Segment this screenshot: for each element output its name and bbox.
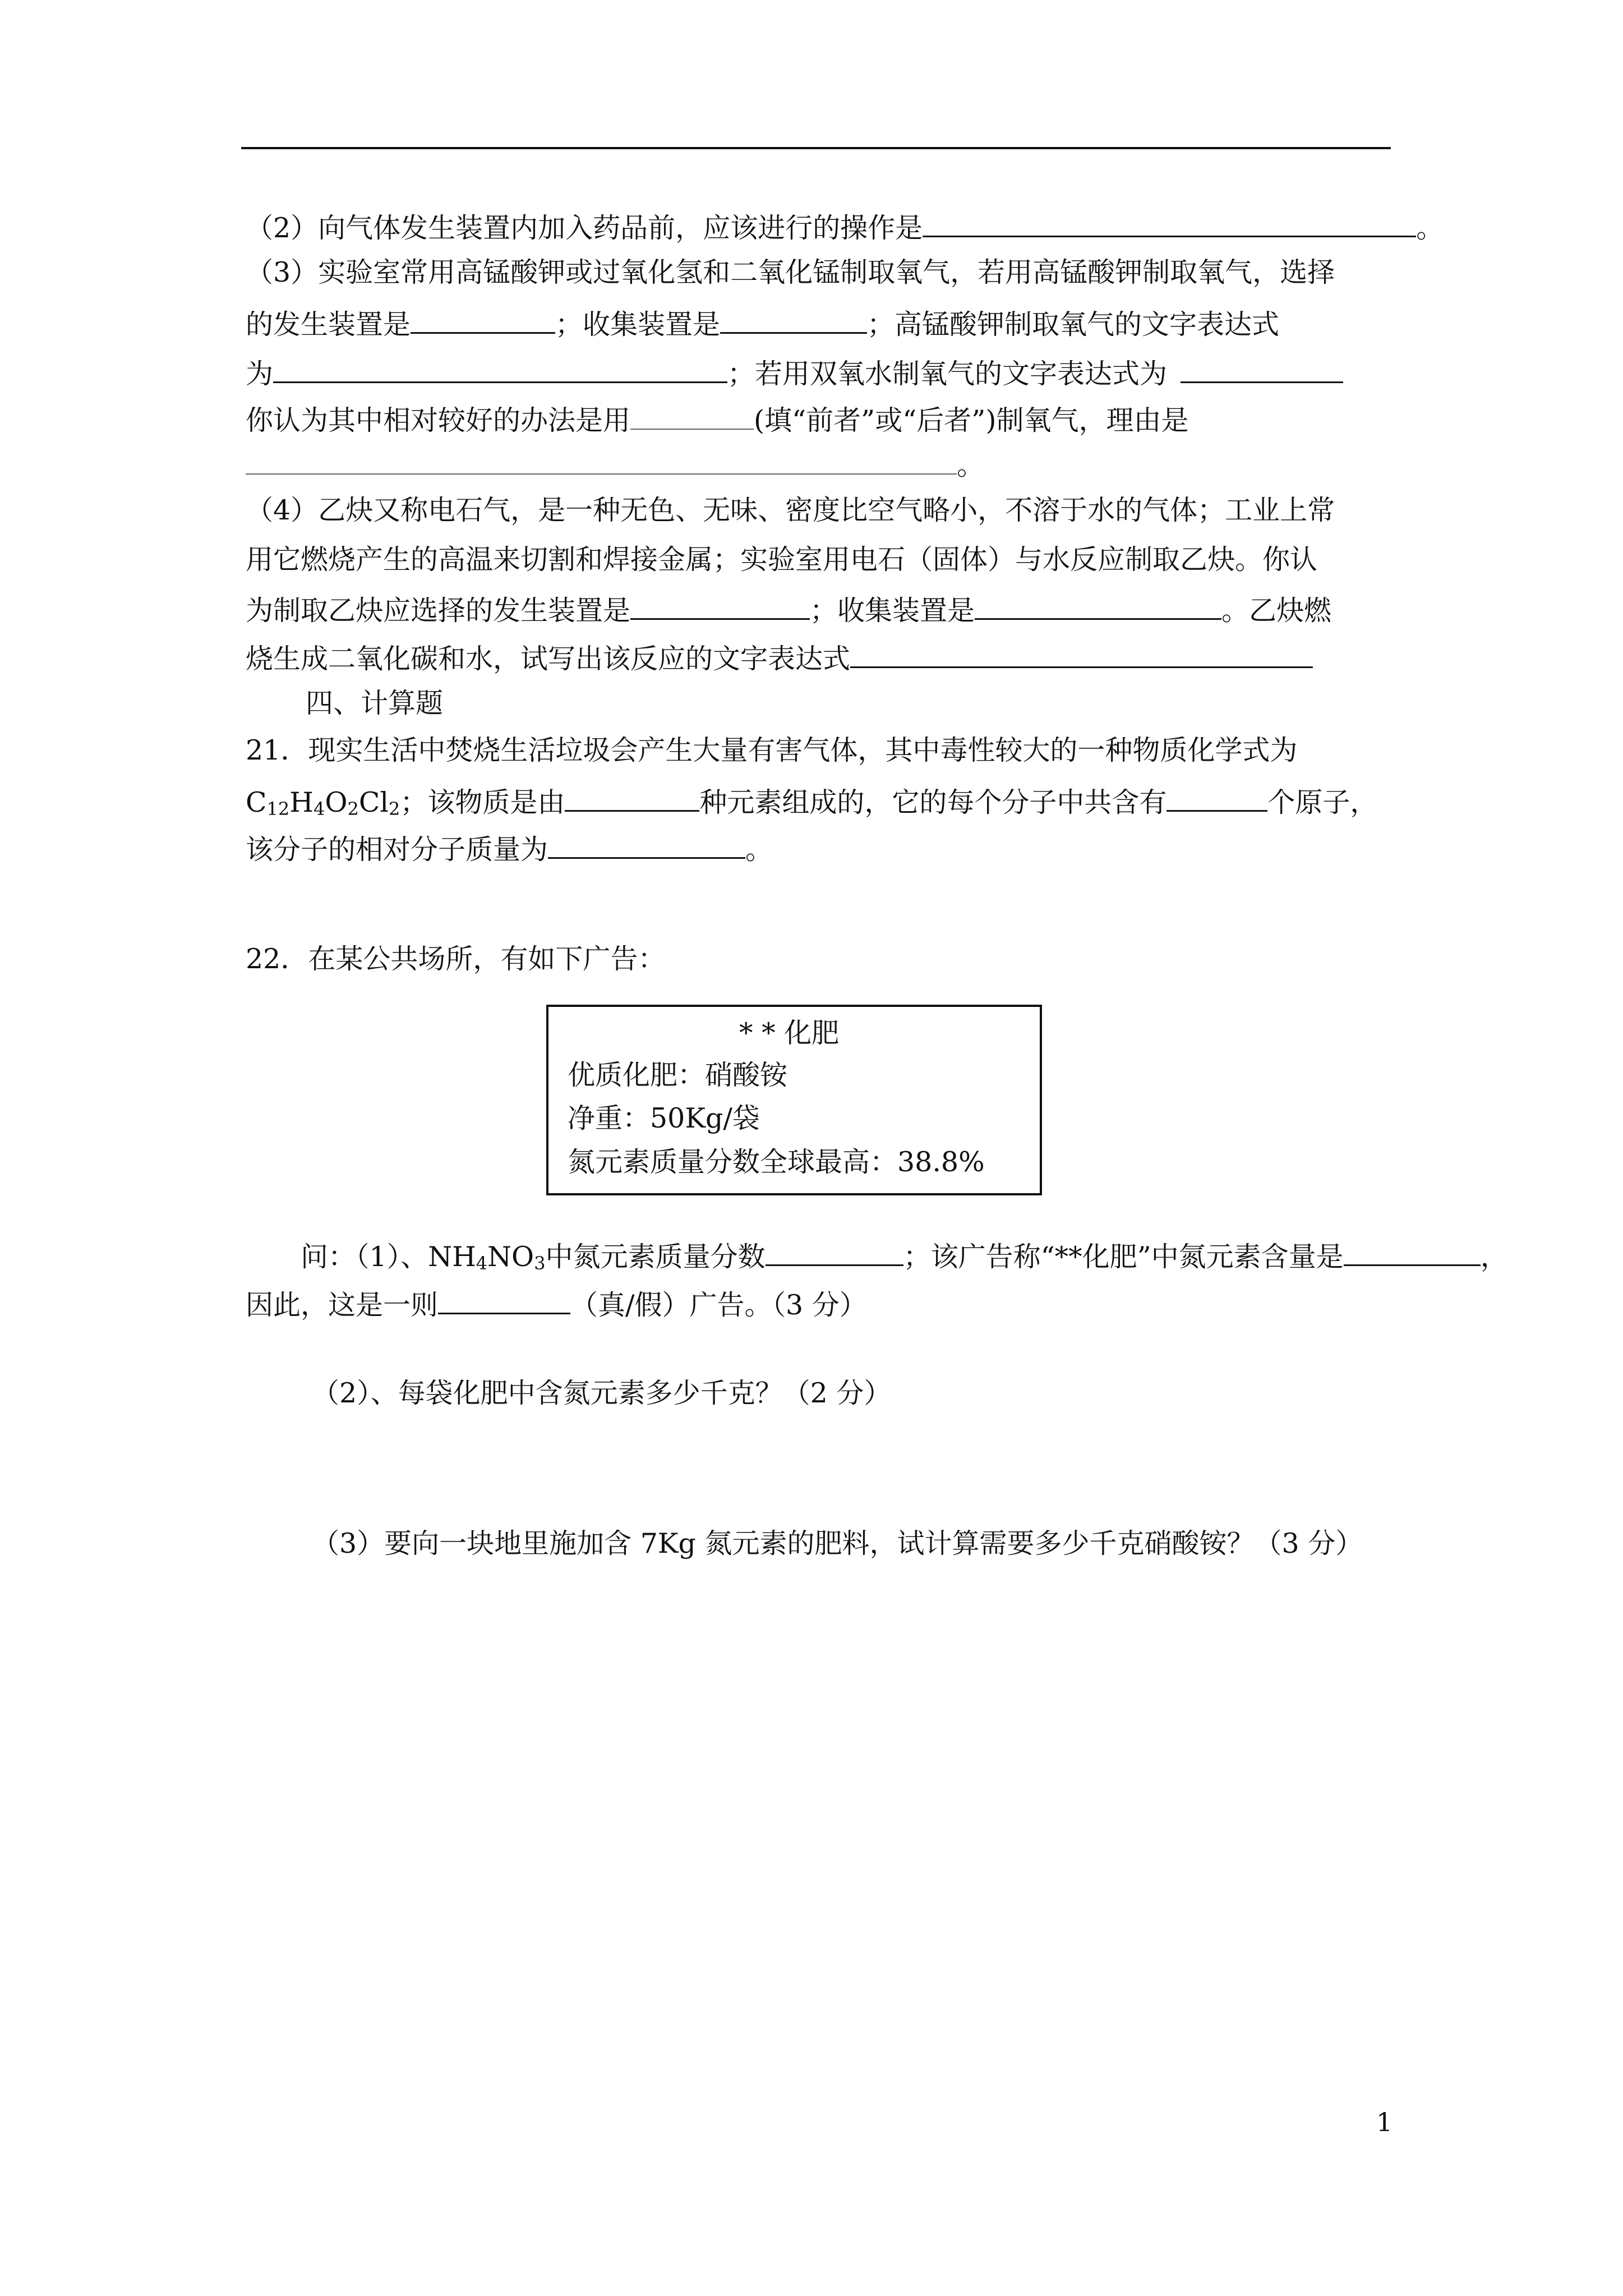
q21-line1: 21．现实生活中焚烧生活垃圾会产生大量有害气体，其中毒性较大的一种物质化学式为 [246,734,1298,766]
q22-intro: 22．在某公共场所，有如下广告： [246,943,666,975]
q22-part2: （2）、每袋化肥中含氮元素多少千克？（2 分） [312,1377,892,1409]
advertisement-box [546,1005,1042,1195]
q20-part4-line1: （4）乙炔又称电石气，是一种无色、无味、密度比空气略小，不溶于水的气体；工业上常 [246,494,1335,526]
answer-blank[interactable] [766,1237,903,1266]
q22-part3: （3）要向一块地里施加含 7Kg 氮元素的肥料，试计算需要多少千克硝酸铵？（3 分） [312,1527,1363,1559]
answer-blank[interactable] [246,447,957,475]
q20-part3-line2: 的发生装置是 ；收集装置是 ；高锰酸钾制取氧气的文字表达式 [246,305,1279,342]
q20-part3-line1: （3）实验室常用高锰酸钾或过氧化氢和二氧化锰制取氧气，若用高锰酸钾制取氧气，选择 [246,256,1335,288]
answer-blank[interactable] [630,591,810,620]
answer-blank[interactable] [630,402,754,430]
answer-blank[interactable] [565,783,699,812]
answer-blank[interactable] [411,305,555,334]
answer-blank[interactable] [273,355,727,383]
q22-part1-line2: 因此，这是一则 （真/假）广告。（3 分） [246,1286,867,1322]
chemical-formula: $NH_4NO_3$ [428,1241,546,1274]
q20-part4-line4: 烧生成二氧化碳和水，试写出该反应的文字表达式 [246,639,1313,676]
answer-blank[interactable] [1166,783,1267,812]
answer-blank[interactable] [548,830,745,859]
ad-line: 优质化肥：硝酸铵 [568,1059,788,1091]
header-rule [241,147,1391,149]
ad-title: * * 化肥 [739,1017,840,1049]
page-number: 1 [1376,2107,1393,2137]
q20-part4-line2: 用它燃烧产生的高温来切割和焊接金属；实验室用电石（固体）与水反应制取乙炔。你认 [246,544,1318,576]
q20-part2: （2）向气体发生装置内加入药品前，应该进行的操作是 。 [246,209,1444,245]
q22-part1-line1: 问：（1）、$NH_4NO_3$中氮元素质量分数 ；该广告称“**化肥”中氮元素含量是 ， [301,1237,1508,1274]
section-heading: 四、计算题 [306,687,444,719]
answer-blank[interactable] [923,209,1416,237]
answer-blank[interactable] [1181,355,1343,383]
q20-part3-line5: 。 [246,447,984,482]
q20-part3-line3: 为 ；若用双氧水制氧气的文字表达式为 [246,355,1343,391]
answer-blank[interactable] [720,305,867,334]
q21-line2: $C_{12}H_4O_2Cl_2$；该物质是由 种元素组成的，它的每个分子中共含有 个原子， [246,783,1377,820]
q21-line3: 该分子的相对分子质量为 。 [246,830,773,867]
q20-part4-line3: 为制取乙炔应选择的发生装置是 ；收集装置是 。乙炔燃 [246,591,1331,628]
answer-blank[interactable] [1344,1237,1481,1266]
chemical-formula: $C_{12}H_4O_2Cl_2$ [246,786,400,820]
q20-part3-line4: 你认为其中相对较好的办法是用 (填“前者”或“后者”)制氧气，理由是 [246,402,1188,438]
answer-blank[interactable] [438,1286,570,1314]
answer-blank[interactable] [850,639,1313,668]
answer-blank[interactable] [975,591,1221,620]
ad-line: 净重：50Kg/袋 [568,1102,760,1134]
ad-line: 氮元素质量分数全球最高：38.8% [568,1146,985,1178]
